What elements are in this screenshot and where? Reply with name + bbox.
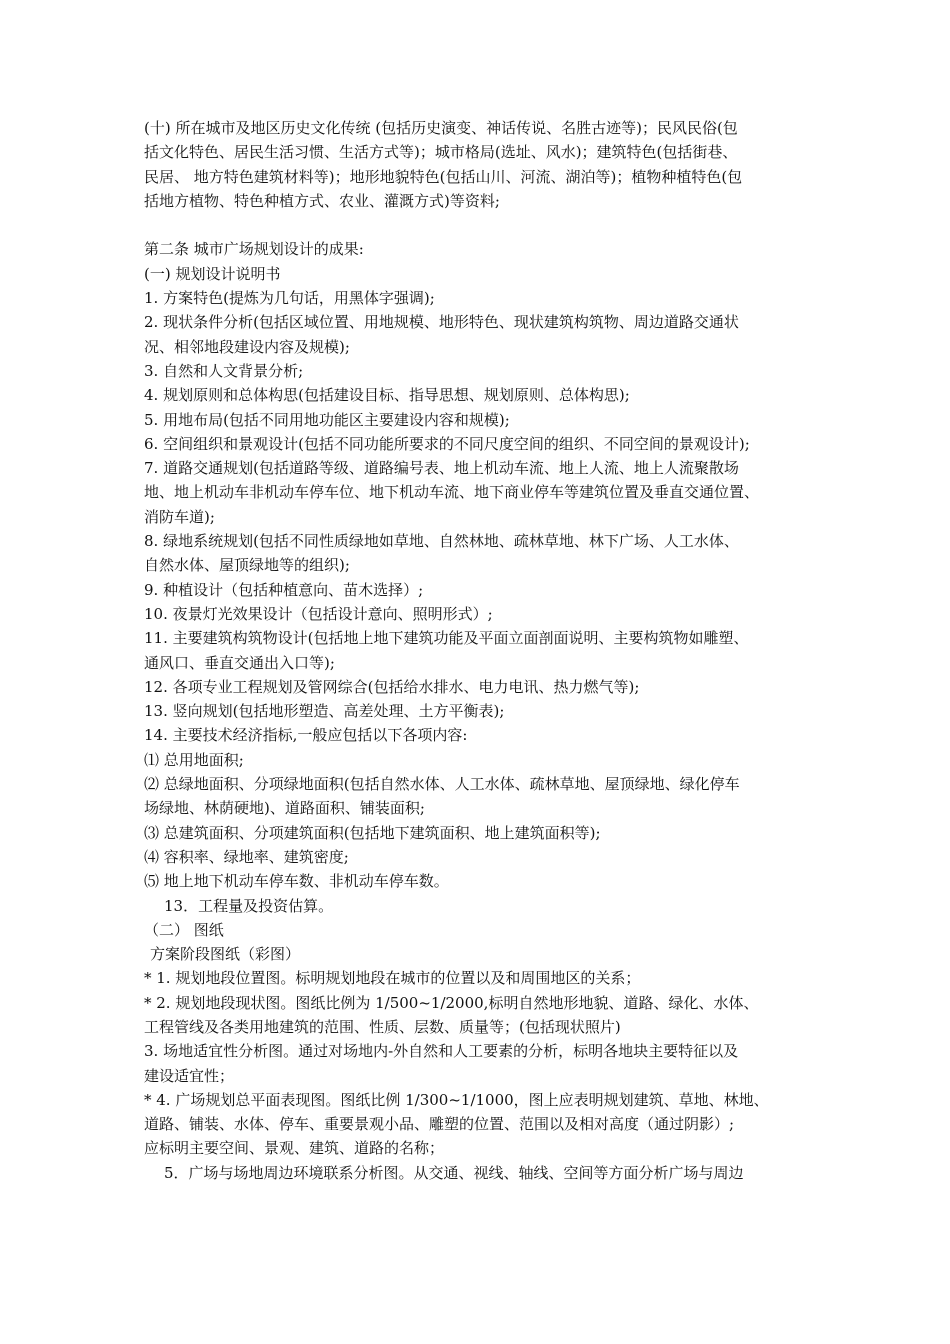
sub-list-item-continued: 场绿地、林荫硬地)、道路面积、铺装面积; [144,799,425,818]
list-item-continued: 地、地上机动车非机动车停车位、地下机动车流、地下商业停车等建筑位置及垂直交通位置、 [144,483,760,502]
list-item-continued: 道路、铺装、水体、停车、重要景观小品、雕塑的位置、范围以及相对高度（通过阴影）; [144,1115,735,1134]
text-line: 括文化特色、居民生活习惯、生活方式等)；城市格局(选址、风水)；建筑特色(包括街巷、 [144,143,738,162]
list-item: 8. 绿地系统规划(包括不同性质绿地如草地、自然林地、疏林草地、林下广场、人工水体、 [144,532,739,551]
list-item-continued: 通风口、垂直交通出入口等); [144,653,335,672]
paragraph-label: 方案阶段图纸（彩图） [150,945,301,964]
list-item: * 1. 规划地段位置图。标明规划地段在城市的位置以及和周围地区的关系； [144,969,641,988]
text-line: 括地方植物、特色种植方式、农业、灌溉方式)等资料; [144,191,500,210]
blank-line [144,213,816,237]
list-item: 11. 主要建筑构筑物设计(包括地上地下建筑功能及平面立面剖面说明、主要构筑物如雕塑、 [144,629,749,648]
list-item: 3. 场地适宜性分析图。通过对场地内-外自然和人工要素的分析，标明各地块主要特征以及 [144,1042,739,1061]
list-item: 12. 各项专业工程规划及管网综合(包括给水排水、电力电讯、热力燃气等); [144,677,640,696]
list-item: 2. 现状条件分析(包括区域位置、用地规模、地形特色、现状建筑构筑物、周边道路交通状 [144,313,739,332]
sub-list-item: ⑷ 容积率、绿地率、建筑密度; [144,847,349,866]
subsection-heading: （二） 图纸 [144,920,224,939]
text-line: 民居、 地方特色建筑材料等)；地形地貌特色(包括山川、河流、湖泊等)；植物种植特色(包 [144,167,743,186]
sub-list-item: ⑶ 总建筑面积、分项建筑面积(包括地下建筑面积、地上建筑面积等); [144,823,601,842]
list-item-continued: 工程管线及各类用地建筑的范围、性质、层数、质量等；(包括现状照片) [144,1017,621,1036]
list-item: 10. 夜景灯光效果设计（包括设计意向、照明形式）; [144,604,493,623]
list-item: 5. 用地布局(包括不同用地功能区主要建设内容和规模); [144,410,510,429]
list-item-continued: 应标明主要空间、景观、建筑、道路的名称； [144,1139,445,1158]
section-heading: 第二条 城市广场规划设计的成果: [144,240,364,259]
list-item: 4. 规划原则和总体构思(包括建设目标、指导思想、规划原则、总体构思); [144,386,630,405]
list-item: 13. 竖向规划(包括地形塑造、高差处理、土方平衡表); [144,702,505,721]
sub-list-item: ⑸ 地上地下机动车停车数、非机动车停车数。 [144,872,449,891]
list-item-continued: 自然水体、屋顶绿地等的组织); [144,556,350,575]
list-item: 9. 种植设计（包括种植意向、苗木选择）; [144,580,424,599]
text-line: (十) 所在城市及地区历史文化传统 (包括历史演变、神话传说、名胜古迹等)；民风民俗(包 [144,119,738,137]
list-item: 14. 主要技术经济指标,一般应包括以下各项内容: [144,726,468,745]
body-text [144,116,816,1185]
list-item: 5．广场与场地周边环境联系分析图。从交通、视线、轴线、空间等方面分析广场与周边 [164,1163,744,1182]
list-item-continued: 消防车道); [144,507,215,526]
list-item: * 4. 广场规划总平面表现图。图纸比例 1/300~1/1000，图上应表明规划建筑、草地、林地、 [144,1090,769,1109]
list-item: 6. 空间组织和景观设计(包括不同功能所要求的不同尺度空间的组织、不同空间的景观设计); [144,434,750,453]
list-item: 3. 自然和人文背景分析; [144,361,304,380]
list-item: 7. 道路交通规划(包括道路等级、道路编号表、地上机动车流、地上人流、地上人流聚散场 [144,459,739,478]
list-item: * 2. 规划地段现状图。图纸比例为 1/500~1/2000,标明自然地形地貌、道路、绿化、水体、 [144,993,759,1012]
list-item: 13．工程量及投资估算。 [164,896,334,915]
list-item-continued: 况、相邻地段建设内容及规模); [144,337,350,356]
sub-list-item: ⑴ 总用地面积; [144,750,244,769]
list-item-continued: 建设适宜性； [144,1066,235,1085]
sub-list-item: ⑵ 总绿地面积、分项绿地面积(包括自然水体、人工水体、疏林草地、屋顶绿地、绿化停车 [144,775,740,794]
list-item: 1. 方案特色(提炼为几句话，用黑体字强调); [144,289,435,308]
subsection-heading: (一) 规划设计说明书 [144,264,281,283]
